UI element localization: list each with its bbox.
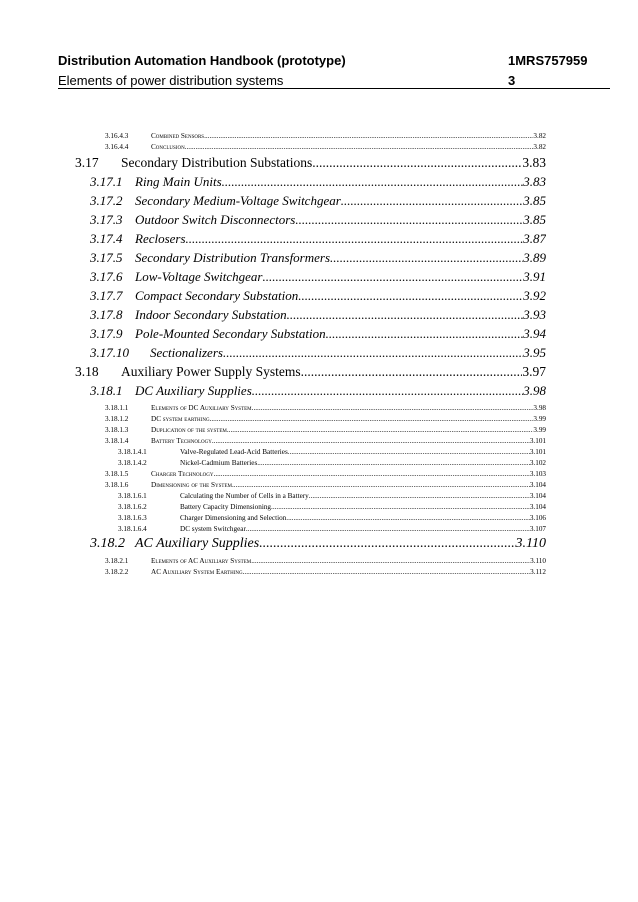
toc-entry-number: 3.17.3 <box>90 212 123 227</box>
toc-entry-title: DC Auxiliary Supplies <box>135 383 252 398</box>
toc-leader <box>204 132 533 140</box>
toc-entry[interactable] <box>75 155 546 171</box>
toc-entry-number: 3.18.1.6.3 <box>118 514 147 522</box>
toc-leader <box>251 557 530 565</box>
toc-leader <box>301 364 523 380</box>
toc-entry-title: Combined Sensors <box>151 132 205 140</box>
toc-leader <box>186 231 524 247</box>
toc-entry[interactable] <box>105 415 546 423</box>
toc-leader <box>262 269 523 285</box>
toc-leader <box>309 492 530 500</box>
toc-entry-title: Auxiliary Power Supply Systems <box>121 364 301 379</box>
toc-entry[interactable] <box>105 557 546 565</box>
toc-leader <box>243 568 531 576</box>
toc-entry[interactable] <box>90 326 546 342</box>
toc-entry-page: 3.93 <box>523 307 546 322</box>
toc-entry-page: 3.112 <box>530 568 546 576</box>
toc-leader <box>246 525 530 533</box>
toc-entry-number: 3.17.10 <box>90 345 129 360</box>
toc-entry[interactable] <box>105 132 546 140</box>
toc-entry-number: 3.17.8 <box>90 307 123 322</box>
toc-leader <box>286 514 530 522</box>
toc-entry-title: Conclusion <box>151 143 185 151</box>
toc-entry-title: Compact Secondary Substation <box>135 288 299 303</box>
toc-entry-number: 3.18.1.3 <box>105 426 129 434</box>
toc-entry[interactable] <box>118 448 546 456</box>
document-title: Distribution Automation Handbook (prototype) <box>58 53 346 68</box>
toc-entry-number: 3.18.1.4.1 <box>118 448 147 456</box>
toc-entry-page: 3.102 <box>529 459 546 467</box>
toc-entry[interactable] <box>105 404 546 412</box>
header-rule <box>58 88 610 89</box>
toc-entry-number: 3.18.1.5 <box>105 470 129 478</box>
toc-entry-page: 3.101 <box>529 448 546 456</box>
toc-entry-page: 3.91 <box>523 269 546 284</box>
toc-leader <box>298 288 523 304</box>
toc-entry-title: Secondary Distribution Transformers <box>135 250 331 265</box>
toc-entry[interactable] <box>90 269 546 285</box>
toc-entry[interactable] <box>90 383 546 399</box>
toc-entry-page: 3.103 <box>529 470 546 478</box>
toc-entry-number: 3.18.2 <box>90 536 125 551</box>
toc-leader <box>227 426 534 434</box>
toc-entry[interactable] <box>90 536 546 552</box>
toc-entry-number: 3.18.1.6.4 <box>118 525 147 533</box>
toc-entry-page: 3.92 <box>523 288 546 303</box>
toc-entry-number: 3.17.4 <box>90 231 123 246</box>
toc-entry[interactable] <box>105 437 546 445</box>
toc-entry-page: 3.106 <box>529 514 546 522</box>
toc-entry-title: Elements of DC Auxiliary System <box>151 404 252 412</box>
toc-entry-number: 3.18.1.1 <box>105 404 129 412</box>
section-title: Elements of power distribution systems <box>58 73 284 88</box>
toc-leader <box>288 448 530 456</box>
toc-entry-page: 3.83 <box>522 155 546 170</box>
toc-entry-title: Pole-Mounted Secondary Substation <box>135 326 326 341</box>
toc-entry-number: 3.17.5 <box>90 250 123 265</box>
toc-entry-title: Nickel-Cadmium Batteries <box>180 459 258 467</box>
toc-leader <box>185 143 534 151</box>
toc-entry-title: Low-Voltage Switchgear <box>135 269 263 284</box>
toc-leader <box>271 503 530 511</box>
toc-entry-title: Duplication of the system <box>151 426 227 434</box>
toc-entry-number: 3.18.2.2 <box>105 568 129 576</box>
toc-entry-page: 3.104 <box>529 481 546 489</box>
toc-entry[interactable] <box>105 470 546 478</box>
toc-leader <box>252 383 523 399</box>
page-header <box>0 0 638 90</box>
toc-entry-page: 3.87 <box>523 231 546 246</box>
toc-entry[interactable] <box>90 231 546 247</box>
toc-entry[interactable] <box>118 459 546 467</box>
toc-leader <box>212 437 530 445</box>
toc-entry-number: 3.17 <box>75 155 99 170</box>
toc-entry-number: 3.18.1 <box>90 383 123 398</box>
toc-entry-page: 3.110 <box>530 557 546 565</box>
toc-entry-number: 3.17.9 <box>90 326 123 341</box>
toc-entry-number: 3.18.1.4 <box>105 437 129 445</box>
toc-entry-page: 3.95 <box>523 345 546 360</box>
toc-entry-page: 3.101 <box>529 437 546 445</box>
section-number: 3 <box>508 73 516 88</box>
toc-entry-page: 3.85 <box>523 212 546 227</box>
toc-leader <box>223 345 523 361</box>
toc-entry-title: Sectionalizers <box>150 345 223 360</box>
toc-entry-page: 3.98 <box>523 383 546 398</box>
toc-entry-title: Elements of AC Auxiliary System <box>151 557 252 565</box>
toc-leader <box>259 536 515 552</box>
toc-entry-page: 3.107 <box>529 525 546 533</box>
toc-entry[interactable] <box>90 212 546 228</box>
toc-entry-number: 3.18.1.6 <box>105 481 129 489</box>
toc-entry[interactable] <box>75 364 546 380</box>
toc-entry-number: 3.18.1.6.1 <box>118 492 147 500</box>
toc-entry-title: Secondary Medium-Voltage Switchgear <box>135 193 341 208</box>
toc-entry-number: 3.17.1 <box>90 174 123 189</box>
toc-entry[interactable] <box>118 492 546 500</box>
toc-entry-title: DC system earthing <box>151 415 210 423</box>
toc-leader <box>222 174 524 190</box>
toc-entry-page: 3.85 <box>523 193 546 208</box>
toc-entry-number: 3.17.2 <box>90 193 123 208</box>
toc-entry[interactable] <box>90 345 546 361</box>
toc-entry[interactable] <box>105 143 546 151</box>
toc-leader <box>312 155 522 171</box>
toc-leader <box>257 459 530 467</box>
toc-entry-title: Outdoor Switch Disconnectors <box>135 212 296 227</box>
toc-entry-title: Charger Technology <box>151 470 214 478</box>
toc-entry-title: Ring Main Units <box>135 174 222 189</box>
toc-entry-title: Calculating the Number of Cells in a Battery <box>180 492 309 500</box>
toc-leader <box>326 326 524 342</box>
toc-entry-title: Battery Capacity Dimensioning <box>180 503 272 511</box>
toc-leader <box>341 193 523 209</box>
toc-entry-title: Charger Dimensioning and Selection <box>180 514 287 522</box>
toc-entry-title: Dimensioning of the System <box>151 481 232 489</box>
toc-leader <box>330 250 523 266</box>
toc-entry-number: 3.18.1.4.2 <box>118 459 147 467</box>
toc-entry-page: 3.104 <box>529 492 546 500</box>
toc-entry[interactable] <box>118 503 546 511</box>
toc-leader <box>214 470 530 478</box>
header-row-document <box>58 53 610 68</box>
toc-leader <box>210 415 534 423</box>
toc-leader <box>287 307 524 323</box>
toc-entry[interactable] <box>105 481 546 489</box>
toc-entry-page: 3.110 <box>515 536 546 551</box>
toc-entry-number: 3.17.7 <box>90 288 123 303</box>
toc-entry-title: AC Auxiliary System Earthing <box>151 568 243 576</box>
toc-entry[interactable] <box>105 568 546 576</box>
toc-entry-page: 3.94 <box>523 326 546 341</box>
toc-leader <box>232 481 530 489</box>
toc-entry-title: Battery Technology <box>151 437 212 445</box>
toc-entry-page: 3.99 <box>533 426 546 434</box>
toc-entry-number: 3.16.4.3 <box>105 132 129 140</box>
toc-entry[interactable] <box>90 307 546 323</box>
toc-entry-number: 3.18.1.6.2 <box>118 503 147 511</box>
toc-entry-page: 3.83 <box>523 174 546 189</box>
toc-entry-number: 3.18 <box>75 364 99 379</box>
toc-entry[interactable] <box>90 250 546 266</box>
toc-entry-page: 3.104 <box>529 503 546 511</box>
header-row-section <box>58 73 610 88</box>
toc-entry[interactable] <box>118 514 546 522</box>
toc-entry-page: 3.82 <box>533 132 546 140</box>
toc-leader <box>295 212 523 228</box>
toc-entry-page: 3.97 <box>522 364 546 379</box>
toc-entry-title: AC Auxiliary Supplies <box>135 536 260 551</box>
toc-entry[interactable] <box>90 193 546 209</box>
toc-entry-number: 3.16.4.4 <box>105 143 129 151</box>
toc-entry[interactable] <box>105 426 546 434</box>
toc-entry-title: Reclosers <box>135 231 186 246</box>
toc-entry-page: 3.98 <box>533 404 546 412</box>
toc-entry-page: 3.82 <box>533 143 546 151</box>
document-id: 1MRS757959 <box>508 53 588 68</box>
toc-entry-number: 3.18.1.2 <box>105 415 129 423</box>
toc-entry-page: 3.89 <box>523 250 546 265</box>
toc-entry[interactable] <box>90 174 546 190</box>
toc-entry-page: 3.99 <box>533 415 546 423</box>
toc-entry-number: 3.17.6 <box>90 269 123 284</box>
toc-entry-title: Valve-Regulated Lead-Acid Batteries <box>180 448 288 456</box>
toc-entry-title: Indoor Secondary Substation <box>135 307 287 322</box>
toc-entry-title: Secondary Distribution Substations <box>121 155 313 170</box>
toc-entry-title: DC system Switchgear <box>180 525 246 533</box>
toc-leader <box>252 404 534 412</box>
toc-entry-number: 3.18.2.1 <box>105 557 129 565</box>
toc-entry[interactable] <box>90 288 546 304</box>
toc-entry[interactable] <box>118 525 546 533</box>
